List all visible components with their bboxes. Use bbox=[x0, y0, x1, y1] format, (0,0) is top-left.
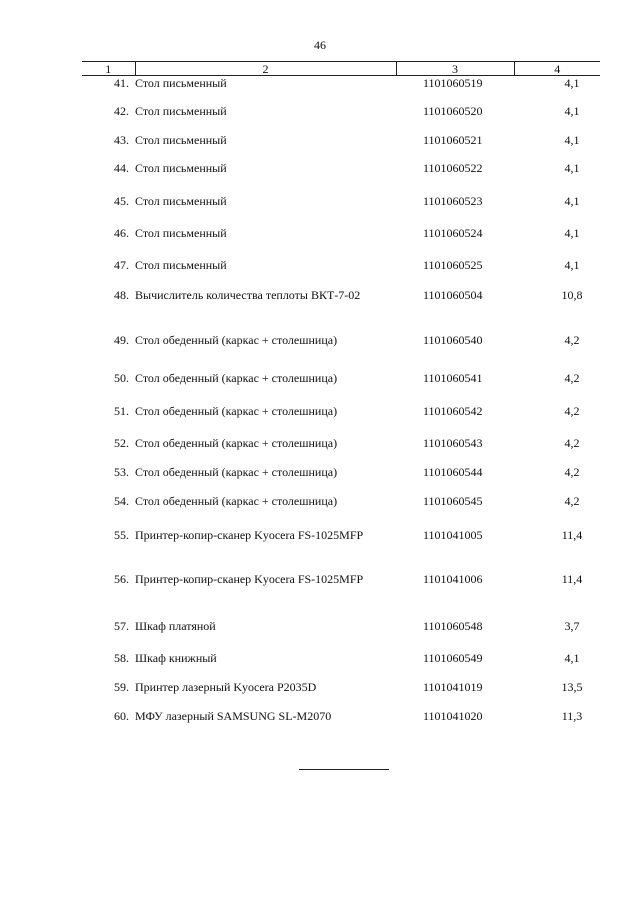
row-number: 44. bbox=[114, 160, 129, 175]
row-number: 58. bbox=[114, 650, 129, 665]
row-number: 45. bbox=[114, 193, 129, 208]
table-row bbox=[82, 436, 600, 465]
item-name: Стол обеденный (каркас + столешница) bbox=[135, 493, 338, 508]
item-name: Принтер-копир-сканер Kyocera FS-1025MFP bbox=[135, 527, 364, 542]
item-name: Стол обеденный (каркас + столешница) bbox=[135, 403, 338, 418]
inventory-code: 1101060525 bbox=[423, 257, 483, 272]
item-name: Стол письменный bbox=[135, 257, 227, 272]
inventory-code: 1101060549 bbox=[423, 650, 483, 665]
table-row bbox=[82, 651, 600, 680]
column-header-3: 3 bbox=[396, 62, 514, 76]
inventory-table bbox=[82, 61, 600, 738]
table-row bbox=[82, 133, 600, 161]
item-value: 4,1 bbox=[564, 132, 580, 147]
item-value: 11,4 bbox=[561, 571, 583, 586]
item-value: 4,1 bbox=[564, 650, 580, 665]
row-number: 49. bbox=[114, 332, 129, 347]
item-name: Принтер-копир-сканер Kyocera FS-1025MFP bbox=[135, 571, 364, 586]
inventory-code: 1101041019 bbox=[423, 679, 483, 694]
inventory-code: 1101060540 bbox=[423, 332, 483, 347]
table-row bbox=[82, 161, 600, 194]
item-name: Стол обеденный (каркас + столешница) bbox=[135, 464, 338, 479]
item-value: 4,1 bbox=[564, 103, 580, 118]
row-number: 50. bbox=[114, 370, 129, 385]
row-number: 46. bbox=[114, 225, 129, 240]
row-number: 43. bbox=[114, 132, 129, 147]
table-row bbox=[82, 226, 600, 258]
row-number: 47. bbox=[114, 257, 129, 272]
inventory-code: 1101060548 bbox=[423, 618, 483, 633]
item-value: 4,2 bbox=[564, 332, 580, 347]
footer-divider bbox=[299, 769, 389, 770]
table-row bbox=[82, 619, 600, 651]
inventory-code: 1101060544 bbox=[423, 464, 483, 479]
item-name: Стол обеденный (каркас + столешница) bbox=[135, 370, 338, 385]
inventory-code: 1101060545 bbox=[423, 493, 483, 508]
table-row bbox=[82, 404, 600, 436]
table-row bbox=[82, 104, 600, 133]
item-name: Шкаф книжный bbox=[135, 650, 217, 665]
table-row bbox=[82, 709, 600, 738]
table-row bbox=[82, 371, 600, 404]
row-number: 59. bbox=[114, 679, 129, 694]
row-number: 41. bbox=[114, 76, 129, 90]
inventory-code: 1101060522 bbox=[423, 160, 483, 175]
column-header-4: 4 bbox=[514, 62, 600, 76]
table-body bbox=[82, 76, 600, 738]
item-name: Шкаф платяной bbox=[135, 618, 216, 633]
inventory-code: 1101060543 bbox=[423, 435, 483, 450]
column-header-1: 1 bbox=[82, 62, 135, 76]
row-number: 52. bbox=[114, 435, 129, 450]
row-number: 55. bbox=[114, 527, 129, 542]
inventory-code: 1101060541 bbox=[423, 370, 483, 385]
table-row bbox=[82, 194, 600, 226]
inventory-code: 1101060524 bbox=[423, 225, 483, 240]
row-number: 53. bbox=[114, 464, 129, 479]
table-row bbox=[82, 494, 600, 528]
item-value: 4,2 bbox=[564, 493, 580, 508]
item-value: 4,1 bbox=[564, 160, 580, 175]
table-row bbox=[82, 288, 600, 333]
inventory-code: 1101060519 bbox=[423, 76, 483, 90]
table-row bbox=[82, 528, 600, 572]
inventory-code: 1101060523 bbox=[423, 193, 483, 208]
inventory-code: 1101041020 bbox=[423, 708, 483, 723]
table-row bbox=[82, 258, 600, 288]
row-number: 60. bbox=[114, 708, 129, 723]
item-name: Принтер лазерный Kyocera P2035D bbox=[135, 679, 317, 694]
item-value: 4,1 bbox=[564, 76, 580, 90]
item-name: МФУ лазерный SAMSUNG SL-M2070 bbox=[135, 708, 332, 723]
column-header-2: 2 bbox=[135, 62, 396, 76]
page-number: 46 bbox=[314, 38, 326, 52]
item-name: Стол письменный bbox=[135, 225, 227, 240]
row-number: 54. bbox=[114, 493, 129, 508]
item-name: Стол обеденный (каркас + столешница) bbox=[135, 435, 338, 450]
item-value: 4,1 bbox=[564, 257, 580, 272]
row-number: 56. bbox=[114, 571, 129, 586]
inventory-code: 1101060520 bbox=[423, 103, 483, 118]
table-row bbox=[82, 680, 600, 709]
item-name: Стол письменный bbox=[135, 103, 227, 118]
table-row bbox=[82, 76, 600, 104]
row-number: 48. bbox=[114, 287, 129, 302]
row-number: 51. bbox=[114, 403, 129, 418]
item-value: 4,2 bbox=[564, 435, 580, 450]
table-row bbox=[82, 465, 600, 494]
item-name: Стол письменный bbox=[135, 160, 227, 175]
item-value: 4,2 bbox=[564, 403, 580, 418]
item-name: Стол письменный bbox=[135, 76, 227, 90]
item-value: 4,2 bbox=[564, 464, 580, 479]
table-header-row bbox=[82, 62, 600, 76]
item-value: 10,8 bbox=[561, 287, 583, 302]
item-value: 4,1 bbox=[564, 225, 580, 240]
row-number: 42. bbox=[114, 103, 129, 118]
table-row bbox=[82, 333, 600, 371]
table-row bbox=[82, 572, 600, 619]
inventory-code: 1101060542 bbox=[423, 403, 483, 418]
item-value: 3,7 bbox=[564, 618, 580, 633]
inventory-code: 1101041005 bbox=[423, 527, 483, 542]
item-value: 11,3 bbox=[561, 708, 583, 723]
item-name: Стол письменный bbox=[135, 193, 227, 208]
row-number: 57. bbox=[114, 618, 129, 633]
inventory-code: 1101060504 bbox=[423, 287, 483, 302]
item-name: Стол письменный bbox=[135, 132, 227, 147]
item-name: Вычислитель количества теплоты ВКТ-7-02 bbox=[135, 287, 361, 302]
item-value: 4,2 bbox=[564, 370, 580, 385]
item-name: Стол обеденный (каркас + столешница) bbox=[135, 332, 338, 347]
inventory-code: 1101060521 bbox=[423, 132, 483, 147]
inventory-code: 1101041006 bbox=[423, 571, 483, 586]
item-value: 4,1 bbox=[564, 193, 580, 208]
item-value: 11,4 bbox=[561, 527, 583, 542]
item-value: 13,5 bbox=[561, 679, 583, 694]
